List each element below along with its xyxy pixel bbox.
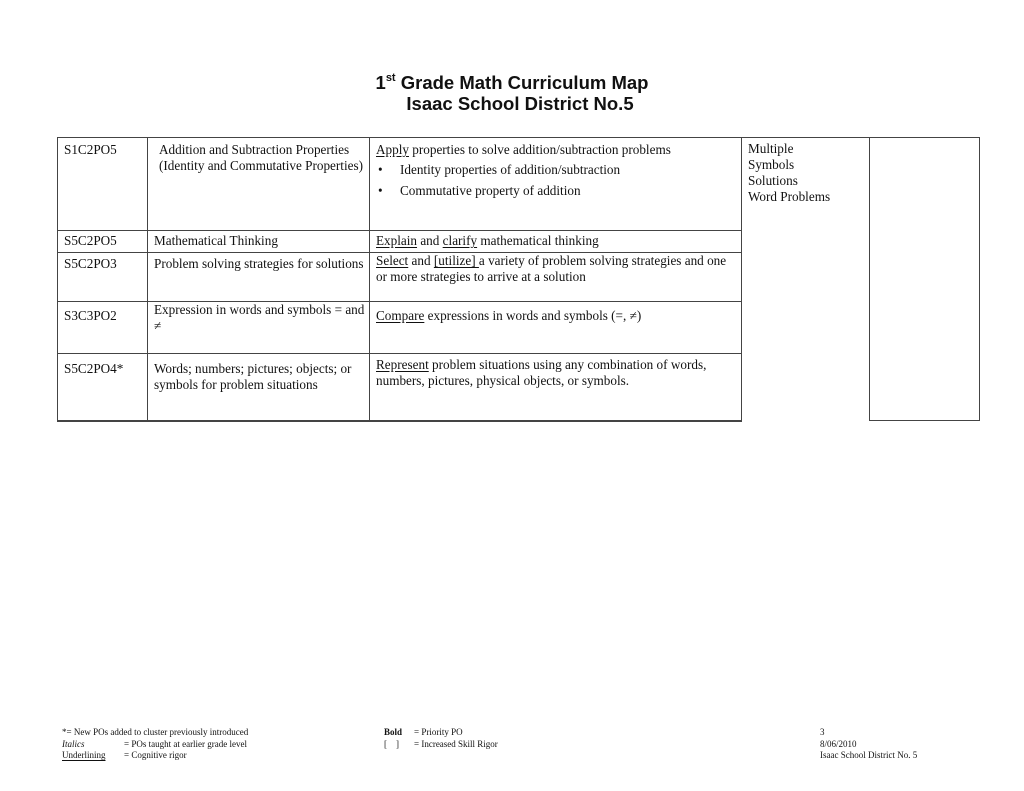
po-code: S5C2PO4* [58, 354, 148, 421]
po-code: S5C2PO5 [58, 231, 148, 253]
vocab-term: Word Problems [748, 189, 831, 204]
legend-text: = Cognitive rigor [124, 750, 187, 760]
objective-text: a variety of problem solving strategies and one or more strategies to arrive at a solution [376, 253, 727, 284]
objective-cell [370, 138, 742, 231]
po-code: S1C2PO5 [58, 138, 148, 231]
legend-text: = POs taught at earlier grade level [124, 738, 248, 749]
po-code: S5C2PO3 [58, 253, 148, 302]
legend-bold [384, 727, 498, 739]
table-row [58, 138, 980, 231]
legend-key: Underlining [62, 750, 106, 760]
footer-legend-left [62, 727, 248, 762]
topic-cell: Mathematical Thinking [148, 231, 370, 253]
legend-text: *= New POs added to cluster previously introduced [62, 727, 249, 737]
title-grade-number: 1 [375, 72, 386, 93]
footer-page-info [820, 727, 917, 762]
legend-text: = Increased Skill Rigor [414, 738, 498, 749]
legend-text: = Priority PO [414, 727, 463, 737]
objective-cell [370, 231, 742, 253]
objective-conjunction: and [408, 253, 434, 268]
topic-cell: Words; numbers; pictures; objects; or symbols for problem situations [148, 354, 370, 421]
title-text: Grade Math Curriculum Map [400, 72, 649, 93]
cognitive-verb: Select [376, 253, 409, 268]
page-number: 3 [820, 727, 825, 737]
cognitive-verb: Compare [376, 308, 425, 323]
vocab-term: Solutions [748, 173, 798, 188]
legend-key: [ ] [384, 738, 399, 749]
empty-column-cell [870, 138, 980, 421]
topic-cell: Addition and Subtraction Properties (Identity and Commutative Properties) [148, 138, 370, 231]
topic-cell: Expression in words and symbols = and ≠ [148, 302, 370, 354]
cognitive-verb: Apply [376, 142, 409, 157]
objective-text: properties to solve addition/subtraction problems [408, 142, 671, 157]
vocab-term: Symbols [748, 157, 795, 172]
objective-text: expressions in words and symbols (=, ≠) [424, 308, 642, 323]
po-code: S3C3PO2 [58, 302, 148, 354]
footer-legend-mid [384, 727, 498, 750]
objective-cell [370, 302, 742, 354]
document-title [0, 72, 1024, 114]
footer-organization: Isaac School District No. 5 [820, 750, 918, 760]
objective-cell [370, 253, 742, 302]
list-item: • Commutative property of addition [376, 183, 737, 199]
objective-text: problem situations using any combination of words, numbers, pictures, physical objects, or symbols. [376, 357, 707, 388]
curriculum-table [57, 137, 980, 422]
objective-bullets [376, 162, 737, 199]
legend-key: Bold [384, 727, 403, 737]
topic-cell: Problem solving strategies for solutions [148, 253, 370, 302]
legend-italics [62, 739, 248, 751]
cognitive-verb: Represent [376, 357, 429, 372]
page-footer [0, 727, 1024, 767]
footer-date: 8/06/2010 [820, 738, 857, 749]
legend-brackets [384, 739, 498, 751]
title-ordinal: st [385, 72, 396, 84]
legend-new-po [62, 727, 248, 739]
title-district: Isaac School District No.5 [406, 93, 634, 114]
objective-text: mathematical thinking [477, 233, 599, 248]
cognitive-verb: clarify [442, 233, 478, 248]
list-item: • Identity properties of addition/subtraction [376, 162, 737, 178]
skill-rigor-bracket: [utilize] [433, 253, 479, 268]
cognitive-verb: Explain [376, 233, 418, 248]
objective-cell [370, 354, 742, 421]
vocabulary-cell [742, 138, 870, 421]
legend-key: Italics [62, 738, 85, 749]
objective-conjunction: and [417, 233, 443, 248]
legend-underlining [62, 750, 248, 762]
vocab-term: Multiple [748, 141, 794, 156]
